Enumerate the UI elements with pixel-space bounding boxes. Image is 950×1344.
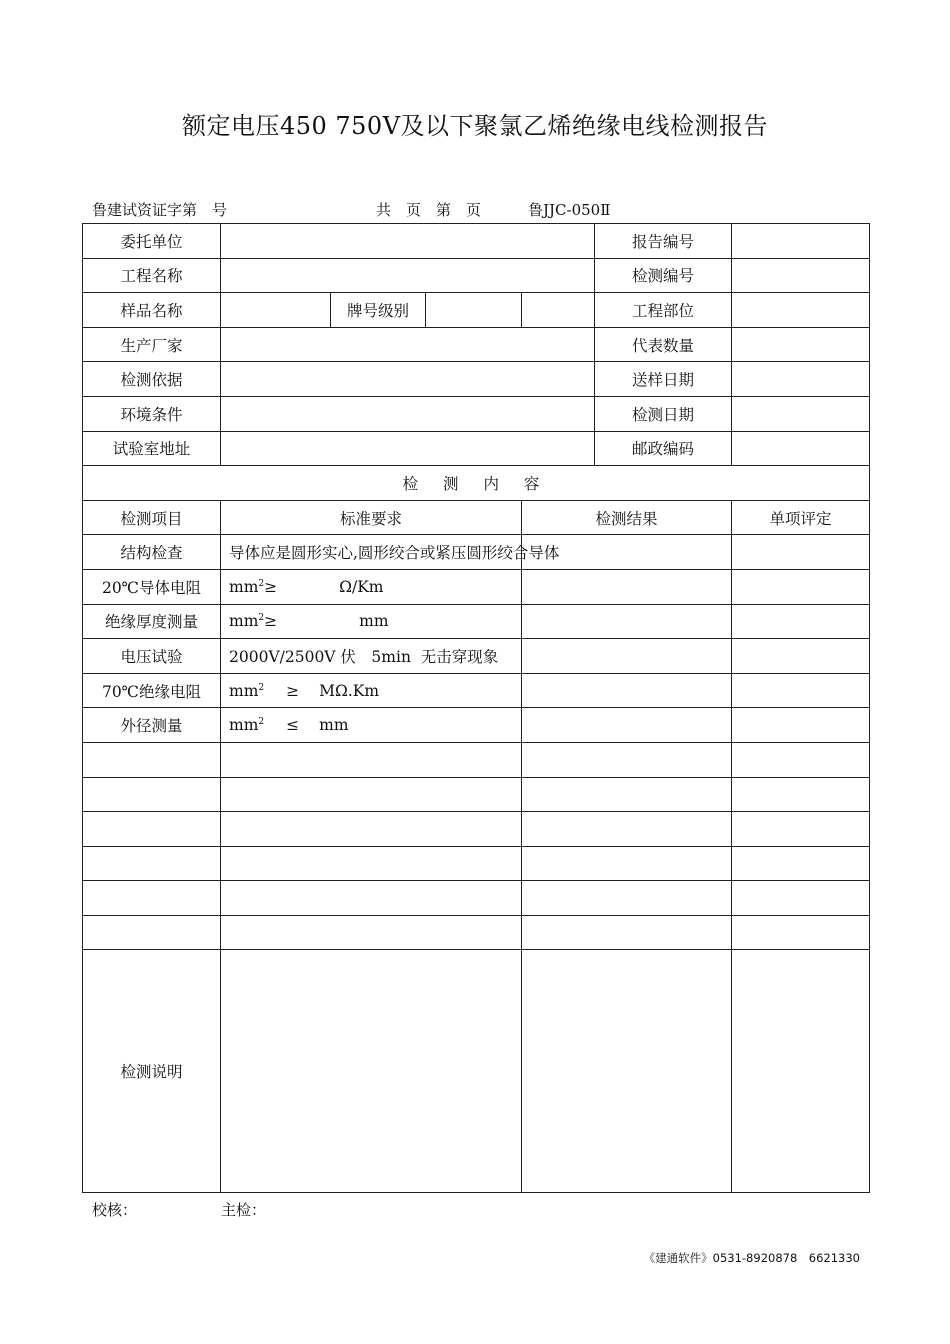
empty-cell[interactable]: [732, 777, 870, 812]
empty-cell[interactable]: [732, 881, 870, 916]
unit-text: mm: [229, 716, 259, 735]
test-item: 20℃导体电阻: [83, 569, 221, 604]
col-result-header: 检测结果: [522, 500, 732, 535]
brand-grade-label: 牌号级别: [331, 293, 426, 328]
report-no-label: 报告编号: [595, 224, 732, 259]
reviewer-label: 校核：: [92, 1201, 138, 1219]
empty-cell[interactable]: [221, 812, 522, 847]
relation-symbol: ≥: [264, 612, 278, 631]
unit-exponent: 2: [258, 613, 265, 624]
lab-addr-label: 试验室地址: [83, 431, 221, 466]
test-result[interactable]: [522, 639, 732, 674]
test-result[interactable]: [522, 708, 732, 743]
test-rating[interactable]: [732, 569, 870, 604]
empty-cell[interactable]: [221, 742, 522, 777]
test-no-field[interactable]: [732, 258, 870, 293]
test-row: [83, 639, 870, 674]
env-field[interactable]: [221, 396, 595, 431]
test-rating[interactable]: [732, 708, 870, 743]
test-standard: [221, 673, 522, 708]
notes-field[interactable]: [221, 950, 522, 1193]
unit-text: mm: [229, 681, 259, 700]
page-counter: 共 页 第 页: [376, 201, 482, 219]
empty-row: [83, 777, 870, 812]
report-table: [82, 223, 870, 1193]
notes-row: [83, 950, 870, 1193]
empty-cell[interactable]: [522, 812, 732, 847]
report-header: [92, 199, 872, 221]
unit-exponent: 2: [258, 682, 265, 693]
test-rating[interactable]: [732, 604, 870, 639]
empty-cell[interactable]: [732, 742, 870, 777]
quantity-label: 代表数量: [595, 327, 732, 362]
env-label: 环境条件: [83, 396, 221, 431]
empty-cell[interactable]: [522, 881, 732, 916]
lab-addr-field[interactable]: [221, 431, 595, 466]
info-row: [83, 327, 870, 362]
report-title: 额定电压450 750V及以下聚氯乙烯绝缘电线检测报告: [181, 112, 769, 140]
test-row: [83, 535, 870, 570]
part-label: 工程部位: [595, 293, 732, 328]
client-label: 委托单位: [83, 224, 221, 259]
brand-grade-field-ext[interactable]: [522, 293, 595, 328]
client-field[interactable]: [221, 224, 595, 259]
quantity-field[interactable]: [732, 327, 870, 362]
brand-grade-field[interactable]: [426, 293, 522, 328]
signature-line: [92, 1199, 492, 1221]
test-rating[interactable]: [732, 535, 870, 570]
empty-cell[interactable]: [732, 846, 870, 881]
info-row: [83, 293, 870, 328]
section-title: 检 测 内 容: [83, 466, 870, 501]
sample-label: 样品名称: [83, 293, 221, 328]
info-row: [83, 258, 870, 293]
info-row: [83, 362, 870, 397]
empty-cell[interactable]: [522, 915, 732, 950]
part-field[interactable]: [732, 293, 870, 328]
empty-cell[interactable]: [522, 742, 732, 777]
value-unit: MΩ.Km: [319, 681, 380, 700]
empty-cell[interactable]: [83, 915, 221, 950]
value-unit: mm: [319, 716, 349, 735]
empty-cell[interactable]: [732, 812, 870, 847]
empty-row: [83, 812, 870, 847]
test-rating[interactable]: [732, 673, 870, 708]
cert-number: 鲁建试资证字第 号: [92, 201, 228, 219]
test-item: 外径测量: [83, 708, 221, 743]
empty-cell[interactable]: [221, 777, 522, 812]
notes-result-field[interactable]: [522, 950, 732, 1193]
relation-symbol: ≥: [286, 681, 300, 700]
empty-cell[interactable]: [522, 777, 732, 812]
value-unit: mm: [359, 612, 389, 631]
inspector-label: 主检：: [221, 1201, 267, 1219]
test-standard: [221, 708, 522, 743]
empty-cell[interactable]: [83, 846, 221, 881]
column-header-row: [83, 500, 870, 535]
test-item: 结构检查: [83, 535, 221, 570]
test-row: [83, 604, 870, 639]
postcode-label: 邮政编码: [595, 431, 732, 466]
relation-symbol: ≥: [264, 577, 278, 596]
empty-row: [83, 881, 870, 916]
test-no-label: 检测编号: [595, 258, 732, 293]
test-row: [83, 569, 870, 604]
notes-rating-field[interactable]: [732, 950, 870, 1193]
relation-symbol: ≤: [286, 716, 300, 735]
empty-cell[interactable]: [83, 777, 221, 812]
test-standard: 2000V/2500V 伏 5min 无击穿现象: [221, 639, 522, 674]
test-row: [83, 673, 870, 708]
empty-row: [83, 846, 870, 881]
empty-cell[interactable]: [221, 915, 522, 950]
project-field[interactable]: [221, 258, 595, 293]
test-date-label: 检测日期: [595, 396, 732, 431]
test-standard: [221, 569, 522, 604]
unit-text: mm: [229, 577, 259, 596]
basis-field[interactable]: [221, 362, 595, 397]
col-rating-header: 单项评定: [732, 500, 870, 535]
form-code: 鲁JJC-050Ⅱ: [528, 201, 611, 219]
postcode-field[interactable]: [732, 431, 870, 466]
info-row: [83, 431, 870, 466]
empty-cell[interactable]: [221, 846, 522, 881]
empty-row: [83, 915, 870, 950]
test-date-field[interactable]: [732, 396, 870, 431]
empty-row: [83, 742, 870, 777]
info-row: [83, 396, 870, 431]
test-row: [83, 708, 870, 743]
sent-date-label: 送样日期: [595, 362, 732, 397]
test-item: 70℃绝缘电阻: [83, 673, 221, 708]
unit-exponent: 2: [258, 578, 265, 589]
col-standard-header: 标准要求: [221, 500, 522, 535]
maker-field[interactable]: [221, 327, 595, 362]
notes-label: 检测说明: [83, 950, 221, 1193]
test-rating[interactable]: [732, 639, 870, 674]
test-item: 电压试验: [83, 639, 221, 674]
col-item-header: 检测项目: [83, 500, 221, 535]
empty-cell[interactable]: [221, 881, 522, 916]
sample-field[interactable]: [221, 293, 331, 328]
test-standard: [221, 604, 522, 639]
empty-cell[interactable]: [522, 846, 732, 881]
copyright-note: 《建通软件》0531-8920878 6621330: [643, 1251, 860, 1265]
empty-cell[interactable]: [83, 742, 221, 777]
empty-cell[interactable]: [732, 915, 870, 950]
test-standard: 导体应是圆形实心,圆形绞合或紧压圆形绞合导体: [221, 535, 522, 570]
value-unit: Ω/Km: [339, 577, 384, 596]
report-no-field[interactable]: [732, 224, 870, 259]
project-label: 工程名称: [83, 258, 221, 293]
info-row: [83, 224, 870, 259]
maker-label: 生产厂家: [83, 327, 221, 362]
test-result[interactable]: [522, 604, 732, 639]
unit-text: mm: [229, 612, 259, 631]
empty-cell[interactable]: [83, 812, 221, 847]
section-row: [83, 466, 870, 501]
test-item: 绝缘厚度测量: [83, 604, 221, 639]
empty-cell[interactable]: [83, 881, 221, 916]
test-result[interactable]: [522, 569, 732, 604]
sent-date-field[interactable]: [732, 362, 870, 397]
unit-exponent: 2: [258, 717, 265, 728]
test-result[interactable]: [522, 673, 732, 708]
basis-label: 检测依据: [83, 362, 221, 397]
